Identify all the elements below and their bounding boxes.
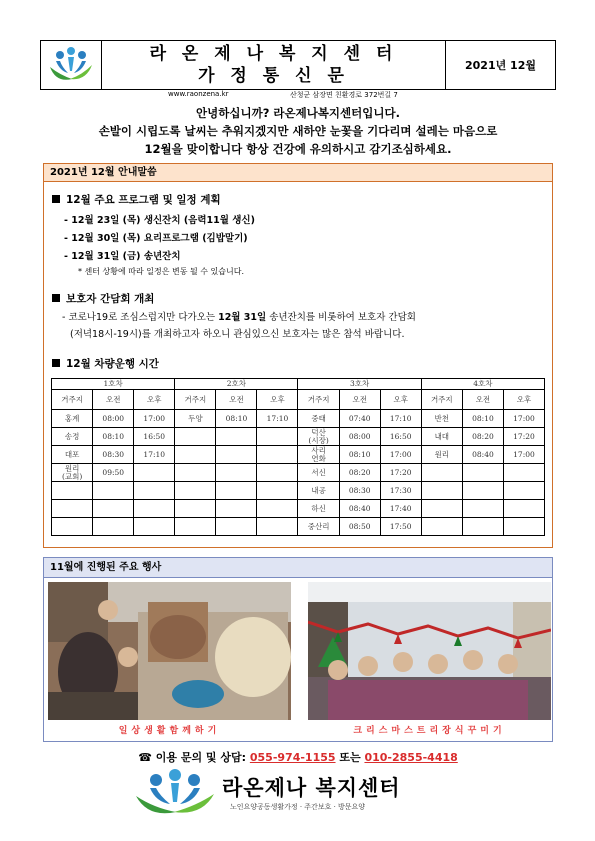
table-cell: 17:30 xyxy=(380,482,421,500)
table-cell: 대포 xyxy=(52,446,93,464)
table-cell: 덕산 (시장) xyxy=(298,428,339,446)
meeting-description: - 코로나19로 조심스럽지만 다가오는 12월 31일 송년잔치를 비롯하여 보호자 간담회 (저녁18시-19시)를 개최하고자 하오니 관심있으신 보호자는 많은 참석 바랍니다. xyxy=(62,312,416,340)
events-heading: 11월에 진행된 주요 행사 xyxy=(44,558,552,578)
table-cell: 08:50 xyxy=(339,518,380,536)
column-header: 거주지 xyxy=(421,390,462,410)
table-row xyxy=(52,518,545,536)
table-cell: 08:30 xyxy=(339,482,380,500)
table-cell xyxy=(175,464,216,482)
notice-section xyxy=(43,163,553,548)
table-cell: 08:40 xyxy=(339,500,380,518)
table-cell: 서신 xyxy=(298,464,339,482)
table-cell xyxy=(93,518,134,536)
table-cell xyxy=(421,500,462,518)
table-cell: 중산리 xyxy=(298,518,339,536)
table-cell xyxy=(421,482,462,500)
table-cell: 두양 xyxy=(175,410,216,428)
table-cell xyxy=(52,482,93,500)
table-cell xyxy=(257,482,298,500)
footer-logo xyxy=(130,768,480,820)
table-cell xyxy=(175,500,216,518)
table-cell xyxy=(503,482,544,500)
table-cell xyxy=(421,518,462,536)
table-cell: 홍계 xyxy=(52,410,93,428)
meeting-section-title: 보호자 간담회 개최 xyxy=(52,291,154,306)
square-bullet-icon xyxy=(52,294,60,302)
table-cell: 08:30 xyxy=(93,446,134,464)
column-header: 거주지 xyxy=(52,390,93,410)
schedule-note: * 센터 상황에 따라 일정은 변동 될 수 있습니다. xyxy=(78,267,244,276)
table-cell xyxy=(216,482,257,500)
table-cell: 08:00 xyxy=(93,410,134,428)
table-row xyxy=(52,410,545,428)
table-cell xyxy=(257,428,298,446)
table-cell xyxy=(257,500,298,518)
bus-header: 2호차 xyxy=(175,379,298,390)
table-cell xyxy=(93,500,134,518)
table-cell: 17:00 xyxy=(503,410,544,428)
table-cell: 17:00 xyxy=(134,410,175,428)
table-cell: 09:50 xyxy=(93,464,134,482)
table-cell: 17:20 xyxy=(503,428,544,446)
column-header: 오후 xyxy=(380,390,421,410)
table-cell xyxy=(503,464,544,482)
photo-caption-daily-life: 일상생활함께하기 xyxy=(118,726,221,736)
program-item: - 12월 23일 (목) 생신잔치 (음력11월 생신) xyxy=(64,215,255,226)
table-cell: 중태 xyxy=(298,410,339,428)
column-header: 오전 xyxy=(462,390,503,410)
table-cell xyxy=(216,428,257,446)
table-cell: 08:10 xyxy=(339,446,380,464)
table-cell: 17:00 xyxy=(503,446,544,464)
table-cell xyxy=(257,464,298,482)
notice-heading: 2021년 12월 안내말씀 xyxy=(44,164,552,182)
table-cell xyxy=(216,500,257,518)
table-cell xyxy=(134,518,175,536)
table-cell: 08:10 xyxy=(216,410,257,428)
table-cell: 원리 (교회) xyxy=(52,464,93,482)
table-cell: 17:10 xyxy=(380,410,421,428)
logo-box xyxy=(40,40,102,90)
table-cell: 사리 연화 xyxy=(298,446,339,464)
footer-services: 노인요양공동생활가정 · 주간보호 · 방문요양 xyxy=(230,803,366,811)
table-row xyxy=(52,446,545,464)
table-row xyxy=(52,482,545,500)
table-cell: 16:50 xyxy=(134,428,175,446)
table-cell: 08:00 xyxy=(339,428,380,446)
table-cell xyxy=(216,446,257,464)
table-cell xyxy=(462,482,503,500)
column-header: 오전 xyxy=(339,390,380,410)
table-cell xyxy=(52,518,93,536)
table-cell: 08:20 xyxy=(339,464,380,482)
table-cell xyxy=(134,500,175,518)
photo-caption-christmas: 크리스마스트리장식꾸미기 xyxy=(353,726,506,736)
table-cell xyxy=(462,500,503,518)
table-cell xyxy=(175,446,216,464)
table-cell xyxy=(216,464,257,482)
events-section xyxy=(43,557,553,742)
column-header: 오전 xyxy=(216,390,257,410)
table-cell xyxy=(93,482,134,500)
greeting-line-3: 12월을 맞이합니다 항상 건강에 유의하시고 감기조심하세요. xyxy=(144,142,452,156)
column-header: 오후 xyxy=(503,390,544,410)
table-cell xyxy=(257,518,298,536)
center-title: 라 온 제 나 복 지 센 터 xyxy=(149,44,398,64)
phone-number-2[interactable]: 010-2855-4418 xyxy=(364,751,458,764)
column-header: 거주지 xyxy=(298,390,339,410)
table-cell: 08:20 xyxy=(462,428,503,446)
table-cell xyxy=(503,500,544,518)
contact-line xyxy=(40,749,556,765)
address: 산청군 삼장면 친환경로 372번길 7 xyxy=(290,91,398,99)
phone-number-1[interactable]: 055-974-1155 xyxy=(249,751,336,764)
daily-life-photo xyxy=(48,582,291,720)
greeting xyxy=(40,104,556,158)
program-item: - 12월 30일 (목) 요리프로그램 (김밥말기) xyxy=(64,233,248,244)
table-cell: 내대 xyxy=(421,428,462,446)
table-cell xyxy=(503,518,544,536)
table-cell xyxy=(175,518,216,536)
bus-header: 3호차 xyxy=(298,379,421,390)
shuttle-schedule-table xyxy=(51,378,545,536)
table-cell: 08:10 xyxy=(93,428,134,446)
bus-header: 1호차 xyxy=(52,379,175,390)
table-cell: 17:10 xyxy=(134,446,175,464)
table-cell: 08:10 xyxy=(462,410,503,428)
table-cell xyxy=(257,446,298,464)
table-row xyxy=(52,464,545,482)
table-cell: 송정 xyxy=(52,428,93,446)
table-cell: 17:10 xyxy=(257,410,298,428)
table-cell xyxy=(175,428,216,446)
square-bullet-icon xyxy=(52,359,60,367)
table-cell: 17:50 xyxy=(380,518,421,536)
table-cell xyxy=(175,482,216,500)
square-bullet-icon xyxy=(52,195,60,203)
table-cell xyxy=(462,464,503,482)
footer-center-name: 라온제나 복지센터 xyxy=(222,776,401,800)
table-cell: 내공 xyxy=(298,482,339,500)
contact-or: 또는 xyxy=(335,751,365,764)
column-header: 오후 xyxy=(257,390,298,410)
issue-date: 2021년 12월 xyxy=(446,40,556,90)
column-header: 거주지 xyxy=(175,390,216,410)
bus-header: 4호차 xyxy=(421,379,544,390)
table-cell: 17:20 xyxy=(380,464,421,482)
program-section-title: 12월 주요 프로그램 및 일정 계획 xyxy=(52,192,221,207)
table-cell xyxy=(462,518,503,536)
greeting-line-2: 손발이 시립도록 날씨는 추워지겠지만 새하얀 눈꽃을 기다리며 설레는 마음으로 xyxy=(98,124,498,138)
christmas-tree-photo xyxy=(308,582,551,720)
table-cell xyxy=(134,482,175,500)
table-cell: 07:40 xyxy=(339,410,380,428)
table-cell: 17:40 xyxy=(380,500,421,518)
website: www.raonzena.kr xyxy=(168,90,229,98)
table-row xyxy=(52,428,545,446)
table-cell: 반천 xyxy=(421,410,462,428)
table-cell xyxy=(216,518,257,536)
table-cell xyxy=(134,464,175,482)
shuttle-section-title: 12월 차량운행 시간 xyxy=(52,356,159,371)
center-logo-icon xyxy=(130,768,220,818)
title-box xyxy=(102,40,446,90)
program-item: - 12월 31일 (금) 송년잔치 xyxy=(64,251,181,262)
center-logo-icon xyxy=(46,45,96,85)
table-cell: 17:00 xyxy=(380,446,421,464)
table-row xyxy=(52,500,545,518)
table-cell xyxy=(52,500,93,518)
newsletter-header xyxy=(40,40,556,90)
column-header: 오후 xyxy=(134,390,175,410)
table-cell: 08:40 xyxy=(462,446,503,464)
greeting-line-1: 안녕하십니까? 라온제나복지센터입니다. xyxy=(196,106,400,120)
table-cell: 하신 xyxy=(298,500,339,518)
newsletter-title: 가 정 통 신 문 xyxy=(198,66,349,86)
table-cell: 16:50 xyxy=(380,428,421,446)
table-cell: 원리 xyxy=(421,446,462,464)
table-cell xyxy=(421,464,462,482)
column-header: 오전 xyxy=(93,390,134,410)
contact-label: ☎ 이용 문의 및 상담: xyxy=(138,751,250,764)
